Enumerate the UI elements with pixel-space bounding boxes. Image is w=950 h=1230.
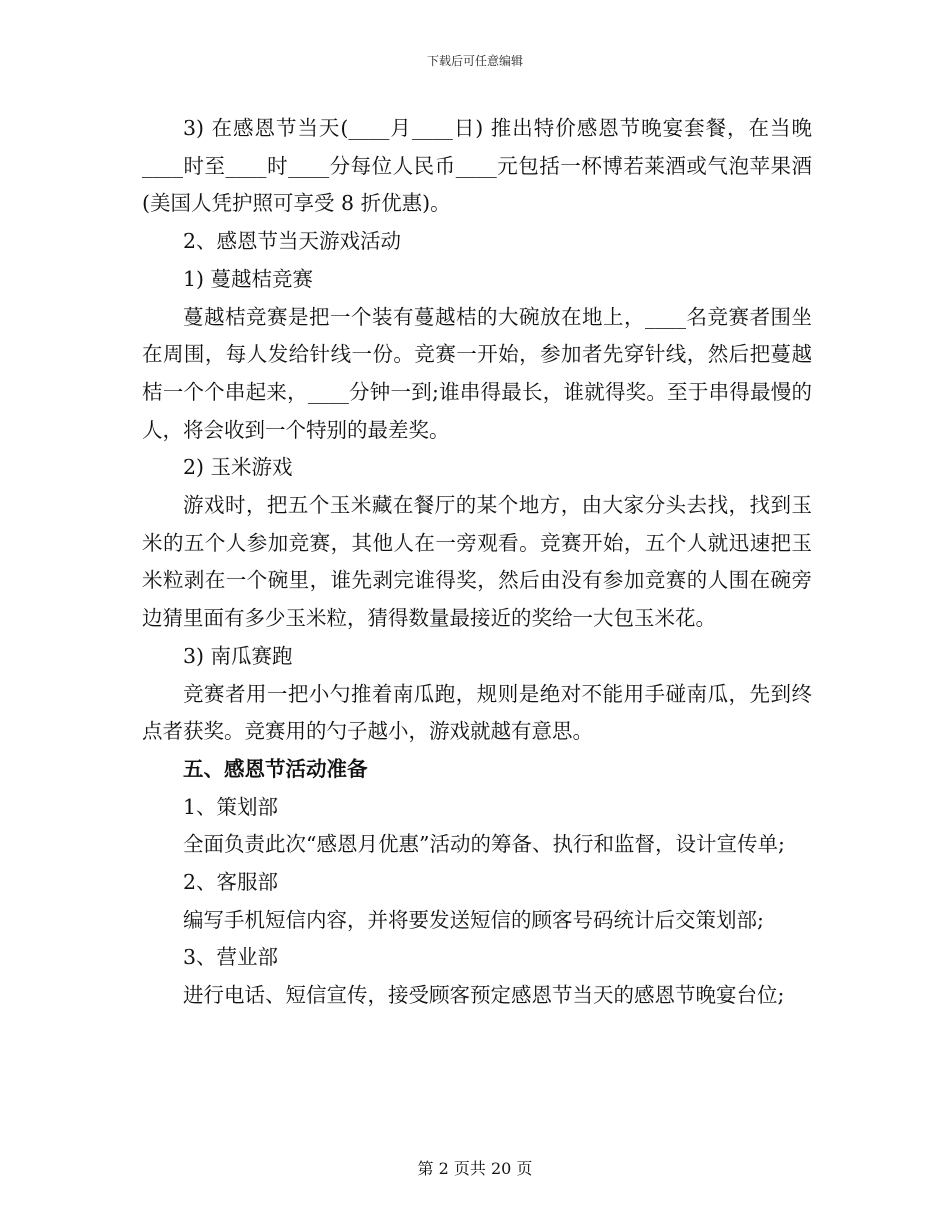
paragraph-sales-dept: 进行电话、短信宣传，接受顾客预定感恩节当天的感恩节晚宴台位; (183, 983, 785, 1008)
heading-sales-dept: 3、营业部 (183, 945, 279, 970)
document-body (142, 110, 812, 1015)
heading-planning-dept: 1、策划部 (183, 794, 279, 819)
page-header: 下载后可任意编辑 (426, 54, 523, 68)
paragraph-customer-service-dept: 编写手机短信内容，并将要发送短信的顾客号码统计后交策划部; (183, 907, 764, 932)
heading-customer-service-dept: 2、客服部 (183, 870, 279, 895)
section-heading-preparation: 五、感恩节活动准备 (183, 756, 368, 781)
paragraph-pumpkin-race: 竞赛者用一把小勺推着南瓜跑，规则是绝对不能用手碰南瓜，先到终点者获奖。竞赛用的勺子越小，游戏就越有意思。 (142, 681, 812, 744)
paragraph-cranberry-contest: 蔓越桔竞赛是把一个装有蔓越桔的大碗放在地上，____名竞赛者围坐在周围，每人发给针线一份。竞赛一开始，参加者先穿针线，然后把蔓越桔一个个串起来，____分钟一到;谁串得最长，谁就得奖。至于串得最慢的人，将会收到一个特别的最差奖。 (142, 304, 812, 442)
page-footer: 第 2 页共 20 页 (417, 1159, 533, 1178)
heading-corn-game: 2) 玉米游戏 (183, 455, 293, 480)
paragraph-planning-dept: 全面负责此次“感恩月优惠”活动的筹备、执行和监督，设计宣传单; (183, 832, 785, 857)
paragraph-corn-game: 游戏时，把五个玉米藏在餐厅的某个地方，由大家分头去找，找到玉米的五个人参加竞赛，其他人在一旁观看。竞赛开始，五个人就迅速把玉米粒剥在一个碗里，谁先剥完谁得奖，然后由没有参加竞赛的人围在碗旁边猜里面有多少玉米粒，猜得数量最接近的奖给一大包玉米花。 (142, 493, 812, 631)
heading-thanksgiving-games: 2、感恩节当天游戏活动 (183, 229, 402, 254)
heading-pumpkin-race: 3) 南瓜赛跑 (183, 643, 293, 668)
heading-cranberry-contest: 1) 蔓越桔竞赛 (183, 266, 314, 291)
paragraph-dinner-package: 3) 在感恩节当天(____月____日) 推出特价感恩节晚宴套餐，在当晚____时至____时____分每位人民币____元包括一杯博若莱酒或气泡苹果酒(美国人凭护照可享受 8 折优惠)。 (142, 116, 812, 216)
